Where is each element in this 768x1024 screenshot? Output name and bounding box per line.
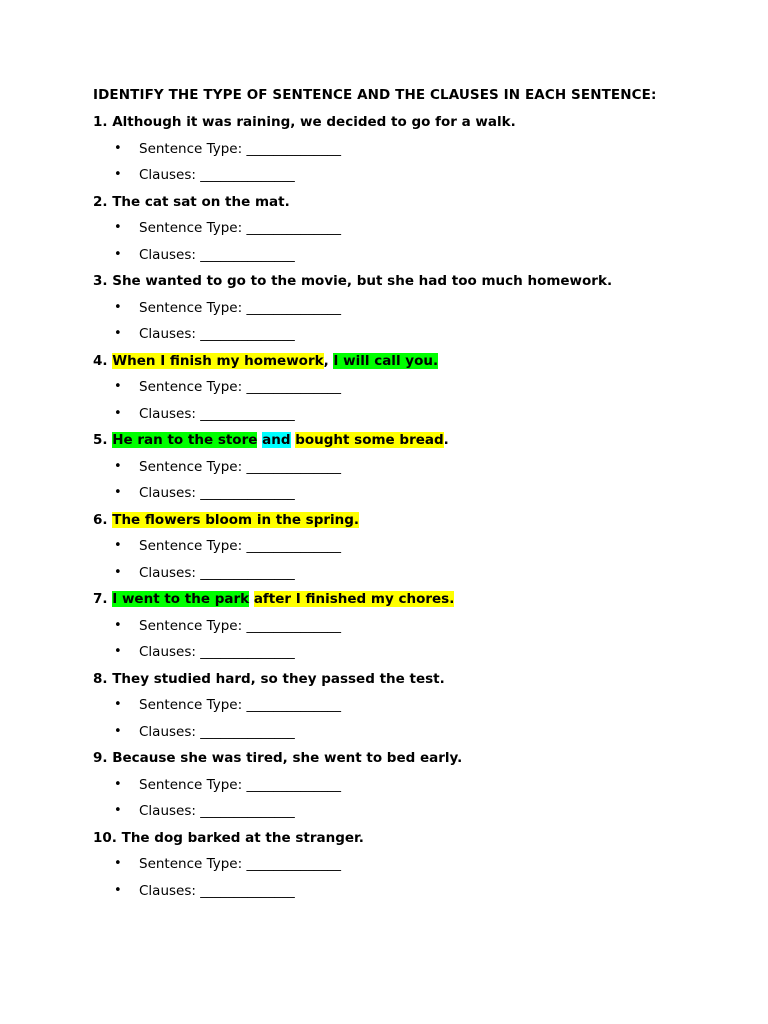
answer-list bbox=[93, 537, 693, 582]
question-2 bbox=[93, 193, 693, 211]
clauses-line bbox=[93, 643, 693, 661]
bullet-icon: • bbox=[114, 803, 122, 818]
bullet-icon: • bbox=[114, 246, 122, 262]
answer-label: Sentence Type: ______________ bbox=[139, 856, 341, 872]
bullet-icon: • bbox=[114, 617, 122, 633]
highlight-green: I will call you. bbox=[333, 352, 439, 369]
bullet-icon: • bbox=[114, 220, 122, 235]
question-10 bbox=[93, 829, 693, 847]
sentence-type-line bbox=[93, 855, 693, 873]
answer-list bbox=[93, 378, 693, 423]
question-1 bbox=[93, 113, 693, 131]
answer-label: Clauses: ______________ bbox=[139, 405, 295, 422]
answer-label: Clauses: ______________ bbox=[139, 723, 295, 740]
answer-label: Sentence Type: ______________ bbox=[139, 617, 341, 634]
answer-label: Clauses: ______________ bbox=[139, 167, 295, 183]
answer-label: Sentence Type: ______________ bbox=[139, 220, 341, 236]
answer-label: Sentence Type: ______________ bbox=[139, 776, 341, 793]
clauses-line bbox=[93, 882, 693, 900]
answer-list bbox=[93, 219, 693, 264]
bullet-icon: • bbox=[114, 379, 122, 394]
bullet-icon: • bbox=[114, 564, 122, 580]
bullet-icon: • bbox=[114, 140, 122, 156]
sentence-type-line bbox=[93, 696, 693, 714]
sentence-type-line bbox=[93, 617, 693, 635]
answer-label: Sentence Type: ______________ bbox=[139, 538, 341, 554]
clauses-line bbox=[93, 325, 693, 343]
question-5 bbox=[93, 431, 693, 449]
answer-label: Sentence Type: ______________ bbox=[139, 458, 341, 475]
answer-label: Clauses: ______________ bbox=[139, 803, 295, 819]
question-6 bbox=[93, 511, 693, 529]
highlight-cyan: and bbox=[262, 432, 291, 448]
answer-label: Sentence Type: ______________ bbox=[139, 379, 341, 395]
answer-label: Sentence Type: ______________ bbox=[139, 299, 341, 316]
clauses-line bbox=[93, 802, 693, 820]
answer-list bbox=[93, 776, 693, 821]
clauses-line bbox=[93, 484, 693, 502]
sentence-type-line bbox=[93, 378, 693, 396]
bullet-icon: • bbox=[114, 776, 122, 792]
answer-label: Clauses: ______________ bbox=[139, 882, 295, 899]
question-text: 10. The dog barked at the stranger. bbox=[93, 829, 364, 846]
question-text: 4. bbox=[93, 352, 113, 369]
clauses-line bbox=[93, 246, 693, 264]
question-4 bbox=[93, 352, 693, 370]
question-9 bbox=[93, 749, 693, 767]
answer-list bbox=[93, 696, 693, 741]
question-text: 3. She wanted to go to the movie, but she had too much homework. bbox=[93, 273, 613, 289]
clauses-line bbox=[93, 166, 693, 184]
answer-label: Sentence Type: ______________ bbox=[139, 140, 341, 157]
clauses-line bbox=[93, 564, 693, 582]
answer-label: Clauses: ______________ bbox=[139, 246, 295, 263]
clauses-line bbox=[93, 405, 693, 423]
highlight-green: I went to the park bbox=[112, 591, 250, 607]
question-text: 7. bbox=[93, 591, 113, 607]
bullet-icon: • bbox=[114, 326, 122, 341]
question-text: 8. They studied hard, so they passed the test. bbox=[93, 670, 445, 687]
bullet-icon: • bbox=[114, 644, 122, 659]
highlight-yellow: bought some bread bbox=[295, 432, 444, 448]
highlight-yellow: The flowers bloom in the spring. bbox=[112, 511, 360, 528]
sentence-type-line bbox=[93, 219, 693, 237]
sentence-type-line bbox=[93, 299, 693, 317]
sentence-type-line bbox=[93, 776, 693, 794]
question-3 bbox=[93, 272, 693, 290]
answer-label: Sentence Type: ______________ bbox=[139, 697, 341, 713]
question-text: 9. Because she was tired, she went to bed early. bbox=[93, 750, 463, 766]
bullet-icon: • bbox=[114, 882, 122, 898]
answer-label: Clauses: ______________ bbox=[139, 326, 295, 342]
answer-list bbox=[93, 140, 693, 185]
bullet-icon: • bbox=[114, 405, 122, 421]
question-text: 1. Although it was raining, we decided to go for a walk. bbox=[93, 114, 516, 130]
bullet-icon: • bbox=[114, 856, 122, 871]
worksheet-heading: IDENTIFY THE TYPE OF SENTENCE AND THE CLAUSES IN EACH SENTENCE: bbox=[93, 87, 657, 103]
question-text: . bbox=[443, 432, 449, 448]
question-text: 6. bbox=[93, 511, 113, 528]
bullet-icon: • bbox=[114, 458, 122, 474]
sentence-type-line bbox=[93, 537, 693, 555]
highlight-yellow: When I finish my homework bbox=[112, 352, 324, 369]
bullet-icon: • bbox=[114, 538, 122, 553]
sentence-type-line bbox=[93, 458, 693, 476]
answer-label: Clauses: ______________ bbox=[139, 564, 295, 581]
question-text: , bbox=[323, 352, 334, 369]
bullet-icon: • bbox=[114, 167, 122, 182]
question-list bbox=[93, 113, 693, 900]
clauses-line bbox=[93, 723, 693, 741]
bullet-icon: • bbox=[114, 485, 122, 500]
sentence-type-line bbox=[93, 140, 693, 158]
answer-list bbox=[93, 458, 693, 503]
answer-list bbox=[93, 617, 693, 662]
answer-list bbox=[93, 299, 693, 344]
bullet-icon: • bbox=[114, 697, 122, 712]
worksheet bbox=[93, 87, 693, 908]
question-text: 5. bbox=[93, 432, 113, 448]
answer-list bbox=[93, 855, 693, 900]
question-text: 2. The cat sat on the mat. bbox=[93, 193, 290, 210]
bullet-icon: • bbox=[114, 299, 122, 315]
highlight-green: He ran to the store bbox=[112, 432, 258, 448]
question-7 bbox=[93, 590, 693, 608]
answer-label: Clauses: ______________ bbox=[139, 644, 295, 660]
highlight-yellow: after I finished my chores. bbox=[253, 591, 455, 607]
bullet-icon: • bbox=[114, 723, 122, 739]
answer-label: Clauses: ______________ bbox=[139, 485, 295, 501]
question-8 bbox=[93, 670, 693, 688]
